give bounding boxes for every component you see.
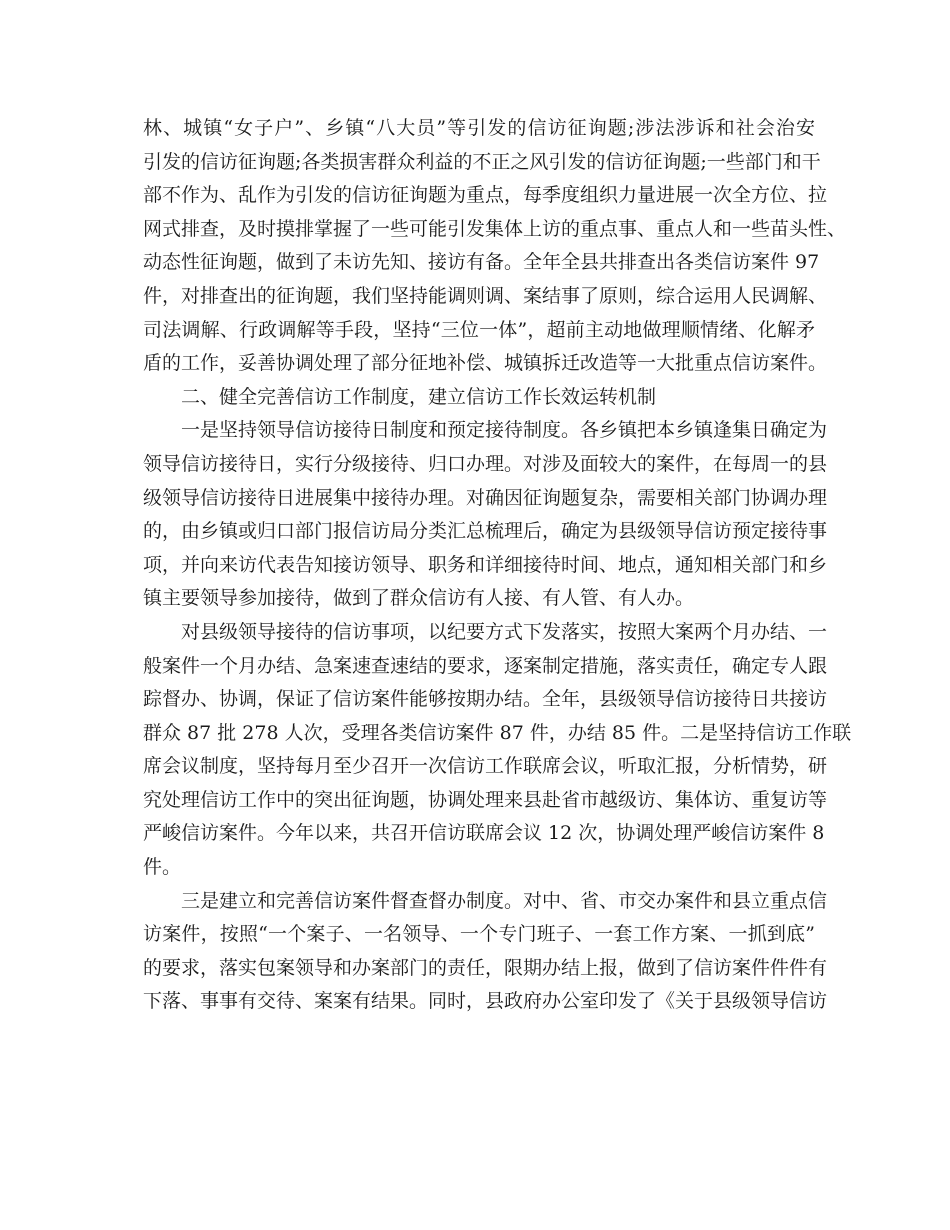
text-line: 的，由乡镇或归口部门报信访局分类汇总梳理后，确定为县级领导信访预定接待事 [143, 520, 828, 543]
text-line: 三是建立和完善信访案件督查督办制度。对中、省、市交办案件和县立重点信 [181, 889, 828, 912]
text-line: 件，对排查出的征询题，我们坚持能调则调、案结事了原则，综合运用人民调解、 [143, 284, 828, 307]
text-line: 盾的工作，妥善协调处理了部分征地补偿、城镇拆迁改造等一大批重点信访案件。 [143, 352, 828, 375]
text-line: 林、城镇“女子户”、乡镇“八大员”等引发的信访征询题;涉法涉诉和社会治安 [143, 117, 815, 139]
text-line: 领导信访接待日，实行分级接待、归口办理。对涉及面较大的案件，在每周一的县 [143, 452, 828, 475]
text-line: 部不作为、乱作为引发的信访征询题为重点，每季度组织力量进展一次全方位、拉 [143, 184, 828, 207]
text-line: 般案件一个月办结、急案速查速结的要求，逐案制定措施，落实责任，确定专人跟 [143, 654, 828, 677]
text-line: 席会议制度，坚持每月至少召开一次信访工作联席会议，听取汇报，分析情势，研 [143, 755, 828, 778]
text-line: 网式排查，及时摸排掌握了一些可能引发集体上访的重点事、重点人和一些苗头性、 [143, 217, 847, 240]
document-body-text [143, 112, 852, 1019]
text-line: 下落、事事有交待、案案有结果。同时，县政府办公室印发了《关于县级领导信访 [143, 990, 828, 1013]
text-line: 司法调解、行政调解等手段，坚持“三位一体”，超前主动地做理顺情绪、化解矛 [143, 318, 815, 341]
text-line: 群众 87 批 278 人次，受理各类信访案件 87 件，办结 85 件。二是坚持信访工作联 [143, 721, 852, 744]
text-line: 访案件，按照“一个案子、一名领导、一个专门班子、一套工作方案、一抓到底” [143, 923, 815, 946]
text-line: 镇主要领导参加接待，做到了群众信访有人接、有人管、有人办。 [143, 587, 695, 610]
text-line: 对县级领导接待的信访事项，以纪要方式下发落实，按照大案两个月办结、一 [181, 620, 828, 643]
text-line: 二、健全完善信访工作制度，建立信访工作长效运转机制 [181, 385, 657, 408]
text-line: 一是坚持领导信访接待日制度和预定接待制度。各乡镇把本乡镇逢集日确定为 [181, 419, 828, 442]
text-line: 严峻信访案件。今年以来，共召开信访联席会议 12 次，协调处理严峻信访案件 8 [143, 822, 825, 845]
text-line: 引发的信访征询题;各类损害群众利益的不正之风引发的信访征询题;一些部门和干 [143, 150, 821, 173]
text-line: 究处理信访工作中的突出征询题，协调处理来县赴省市越级访、集体访、重复访等 [143, 788, 828, 811]
text-line: 动态性征询题，做到了未访先知、接访有备。全年全县共排查出各类信访案件 97 [143, 251, 820, 274]
text-line: 级领导信访接待日进展集中接待办理。对确因征询题复杂，需要相关部门协调办理 [143, 486, 828, 509]
text-line: 的要求，落实包案领导和办案部门的责任，限期办结上报，做到了信访案件件件有 [143, 956, 828, 979]
text-line: 项，并向来访代表告知接访领导、职务和详细接待时间、地点，通知相关部门和乡 [143, 553, 828, 576]
text-line: 件。 [143, 856, 182, 879]
text-line: 踪督办、协调，保证了信访案件能够按期办结。全年，县级领导信访接待日共接访 [143, 688, 828, 711]
